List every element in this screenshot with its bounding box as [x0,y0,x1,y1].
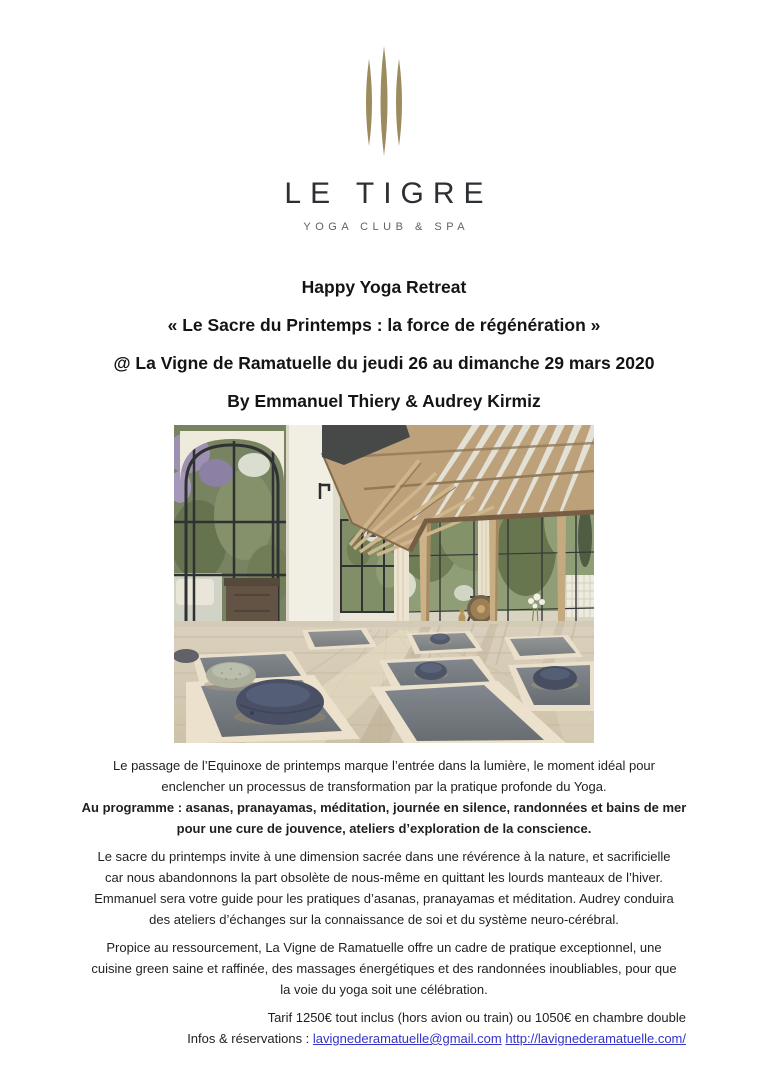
yoga-studio-photo [174,425,594,743]
retreat-location-dates: @ La Vigne de Ramatuelle du jeudi 26 au dimanche 29 mars 2020 [113,353,655,373]
body-line: Emmanuel sera votre guide pour les pratiques d’asanas, pranayamas et méditation. Audrey conduira [94,891,674,906]
body-line: la voie du yoga soit une célébration. [280,982,488,997]
body-text [0,755,768,1000]
body-line: Le passage de l’Equinoxe de printemps marque l’entrée dans la lumière, le moment idéal pour [113,758,655,773]
le-tigre-logo [0,0,768,233]
body-line: Le sacre du printemps invite à une dimension sacrée dans une révérence à la nature, et sacrificielle [97,849,671,864]
body-line: des ateliers d’échanges sur la connaissance de soi et du système neuro-cérébral. [149,912,619,927]
brand-name: LE TIGRE [284,177,493,210]
brand-tagline: YOGA CLUB & SPA [303,221,470,233]
tariff-line: Tarif 1250€ tout inclus (hors avion ou train) ou 1050€ en chambre double [267,1010,686,1025]
retreat-subtitle: « Le Sacre du Printemps : la force de régénération » [167,315,601,335]
paragraph-venue [0,937,768,1000]
contact-line [64,1028,686,1049]
retreat-headings [0,278,768,410]
email-link[interactable]: lavignederamatuelle@gmail.com [312,1031,502,1046]
body-line: car nous abandonnons la part obsolète de nous-même en quittant les lourds manteaux de l’hiver. [105,870,663,885]
body-line: enclencher un processus de transformation par la pratique profonde du Yoga. [161,779,607,794]
body-line-programme: Au programme : asanas, pranayamas, méditation, journée en silence, randonnées et bains de mer [81,800,687,815]
paragraph-intro [0,755,768,839]
body-line: Propice au ressourcement, La Vigne de Ramatuelle offre un cadre de pratique exceptionnel, une [106,940,662,955]
footer [64,1007,686,1049]
retreat-teachers: By Emmanuel Thiery & Audrey Kirmiz [227,391,541,411]
contact-label: Infos & réservations : [187,1031,313,1046]
body-line-programme: pour une cure de jouvence, ateliers d’exploration de la conscience. [176,821,592,836]
retreat-title: Happy Yoga Retreat [301,277,467,297]
website-link[interactable]: http://lavignederamatuelle.com/ [505,1031,686,1046]
body-line: cuisine green saine et raffinée, des massages énergétiques et des randonnées inoubliables, pour que [91,961,677,976]
tiger-stripes-icon [362,45,406,157]
paragraph-sacre [0,846,768,930]
